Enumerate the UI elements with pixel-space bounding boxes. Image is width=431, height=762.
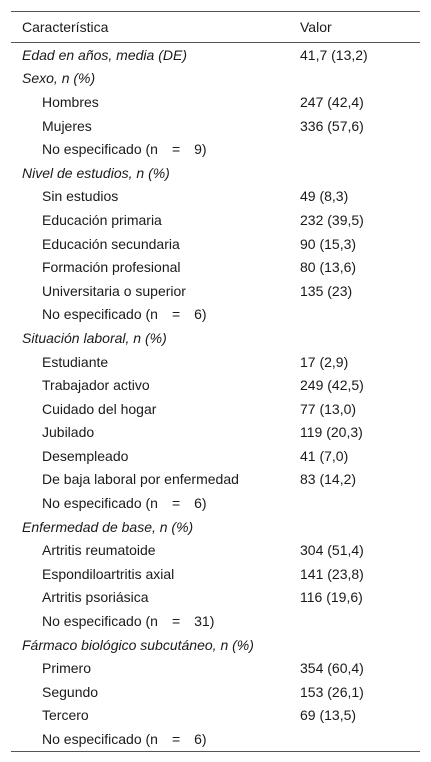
section-label: Situación laboral, n (%) <box>22 329 167 346</box>
row-value: 80 (13,6) <box>300 259 357 276</box>
section-label: Edad en años, media (DE) <box>22 46 187 63</box>
section-label: Fármaco biológico subcutáneo, n (%) <box>22 636 254 653</box>
row-label: Hombres <box>42 93 99 110</box>
table-row <box>11 680 420 704</box>
section-row <box>11 633 420 657</box>
row-label: Trabajador activo <box>42 377 150 394</box>
row-value: 90 (15,3) <box>300 235 357 252</box>
row-label: Artritis psoriásica <box>42 589 149 606</box>
characteristics-table <box>11 11 420 752</box>
row-value: 336 (57,6) <box>300 117 364 134</box>
row-label: De baja laboral por enfermedad <box>42 471 239 488</box>
table-row <box>11 255 420 279</box>
table-row <box>11 279 420 303</box>
row-value: 17 (2,9) <box>300 353 349 370</box>
row-value: 304 (51,4) <box>300 542 364 559</box>
table-body <box>11 43 420 751</box>
row-value: 119 (20,3) <box>300 424 363 441</box>
section-row <box>11 161 420 185</box>
row-label: Segundo <box>42 683 99 700</box>
row-value: 153 (26,1) <box>300 683 364 700</box>
row-label: Educación secundaria <box>42 235 180 252</box>
table-row <box>11 538 420 562</box>
table-row <box>11 562 420 586</box>
section-label: Nivel de estudios, n (%) <box>22 164 170 181</box>
table-row <box>11 586 420 610</box>
table-row <box>11 421 420 445</box>
table-row <box>11 90 420 114</box>
section-row <box>11 67 420 91</box>
table-row <box>11 609 420 633</box>
row-label: No especificado (n = 6) <box>42 495 207 512</box>
row-value: 49 (8,3) <box>300 188 349 205</box>
row-value: 354 (60,4) <box>300 660 364 677</box>
row-label: Formación profesional <box>42 259 181 276</box>
row-value: 77 (13,0) <box>300 400 357 417</box>
row-label: No especificado (n = 6) <box>42 731 207 748</box>
row-label: No especificado (n = 9) <box>42 141 207 158</box>
row-value: 232 (39,5) <box>300 211 364 228</box>
table-row <box>11 373 420 397</box>
section-label: Enfermedad de base, n (%) <box>22 518 194 535</box>
row-label: No especificado (n = 6) <box>42 306 207 323</box>
row-value: 141 (23,8) <box>300 565 364 582</box>
table-row <box>11 444 420 468</box>
section-row <box>11 326 420 350</box>
row-label: Mujeres <box>42 117 92 134</box>
header-characteristic: Característica <box>22 19 109 35</box>
row-label: Sin estudios <box>42 188 119 205</box>
table-row <box>11 185 420 209</box>
row-value: 41 (7,0) <box>300 447 349 464</box>
row-label: Primero <box>42 660 92 677</box>
section-row <box>11 515 420 539</box>
table-row <box>11 350 420 374</box>
row-label: Espondiloartritis axial <box>42 565 175 582</box>
row-label: Jubilado <box>42 424 95 441</box>
section-row <box>11 43 420 67</box>
row-label: Desempleado <box>42 447 129 464</box>
table-row <box>11 397 420 421</box>
table-row <box>11 208 420 232</box>
row-label: Artritis reumatoide <box>42 542 156 559</box>
row-value: 41,7 (13,2) <box>300 46 368 63</box>
row-label: Estudiante <box>42 353 109 370</box>
row-label: Cuidado del hogar <box>42 400 157 417</box>
row-label: Tercero <box>42 707 89 724</box>
row-value: 135 (23) <box>300 282 353 299</box>
table-row <box>11 303 420 327</box>
table-row <box>11 137 420 161</box>
table-header-row <box>11 12 420 43</box>
row-label: Universitaria o superior <box>42 282 186 299</box>
row-label: No especificado (n = 31) <box>42 613 215 630</box>
table-row <box>11 232 420 256</box>
table-row <box>11 704 420 728</box>
row-value: 249 (42,5) <box>300 377 364 394</box>
table-row <box>11 656 420 680</box>
table-row <box>11 114 420 138</box>
row-value: 69 (13,5) <box>300 707 357 724</box>
section-label: Sexo, n (%) <box>22 70 96 87</box>
table-row <box>11 468 420 492</box>
row-label: Educación primaria <box>42 211 162 228</box>
table-row <box>11 727 420 751</box>
table-row <box>11 491 420 515</box>
row-value: 247 (42,4) <box>300 93 364 110</box>
row-value: 83 (14,2) <box>300 471 357 488</box>
row-value: 116 (19,6) <box>300 589 363 606</box>
header-value: Valor <box>300 19 332 35</box>
